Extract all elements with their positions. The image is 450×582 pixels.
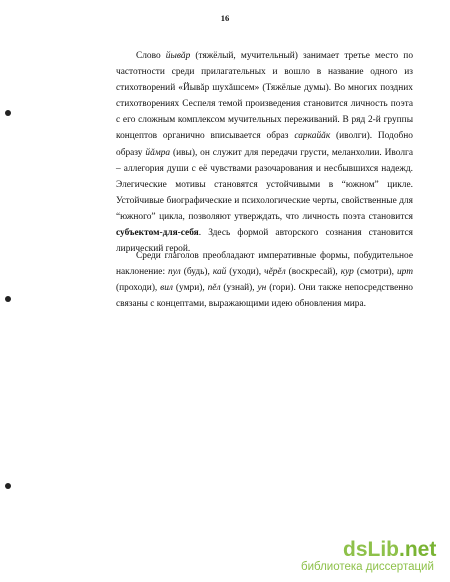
binding-hole-mark <box>5 483 11 489</box>
paragraph-2: Среди глаголов преобладают императивные формы, побудительное наклонение: пул (будь), кай (уходи), чĕрĕл (воскресай), кур (смотри), ирт (проходи), вил (умри), пĕл (узнай), ун (гори). Они также непосредственно связаны с концептами, выражающими идею обновления мира. <box>116 251 413 310</box>
page-number: 16 <box>220 13 230 23</box>
dslib-watermark-subtitle: библиотека диссертаций <box>301 561 434 573</box>
paragraph-1: Слово йывăр (тяжёлый, мучительный) занимает третье место по частотности среди прилагательных и вошло в название одного из стихотворений «Йывăр шухăшсем» (Тяжёлые думы). Во многих поздних стихотворениях Сеспеля темой произведения становится личность поэта с его сложным комплексом мучительных переживаний. В ряд 2-й группы концептов органично вписывается образ саркайăк (иволги). Подобно образу йăмра (ивы), он служит для передачи грусти, меланхолии. Иволга – аллегория души с её чувствами разочарования и несбывшихся надежд. Элегические мотивы становятся устойчивыми в “южном” цикле. Устойчивые биографические и психологические черты, свойственные для “южного” цикла, позволяют утверждать, что личность поэта становится субъектом-для-себя. Здесь формой авторского сознания становится лирический герой. <box>116 51 414 255</box>
binding-hole-mark <box>5 296 11 302</box>
binding-hole-mark <box>5 110 11 116</box>
emphasized-term: субъектом-для-себя <box>116 228 199 239</box>
dslib-watermark-logo: dsLib.net <box>343 538 437 561</box>
